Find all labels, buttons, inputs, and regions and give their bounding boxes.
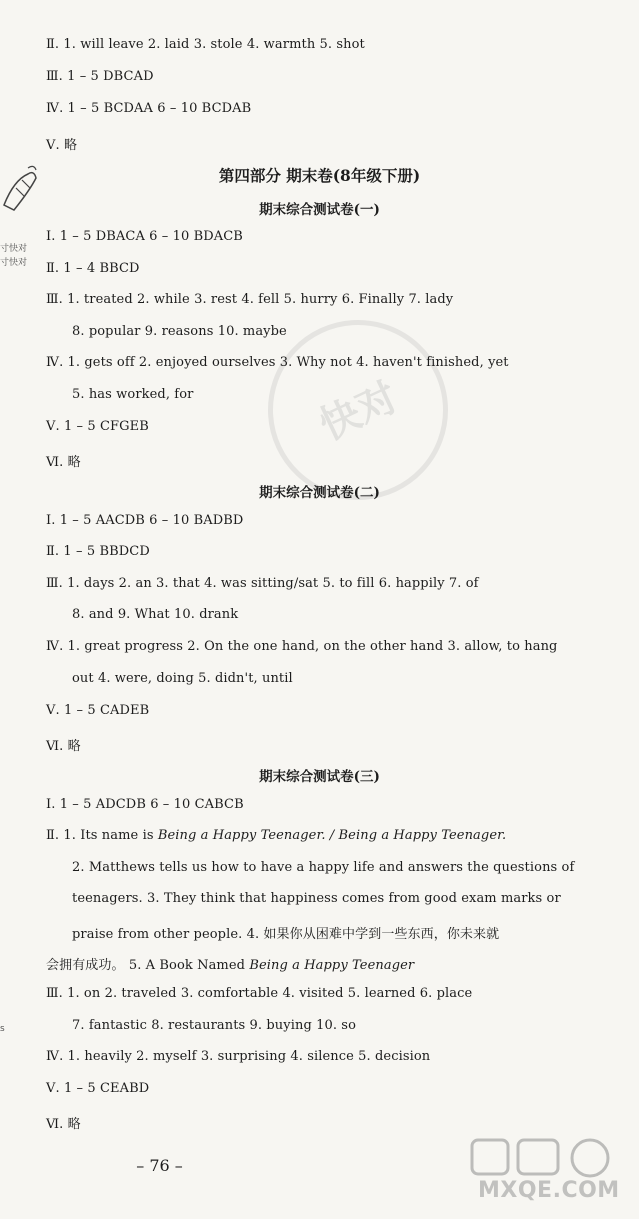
answer-line: 5. has worked, for — [72, 387, 194, 402]
answer-line: Ⅰ. 1 – 5 DBACA 6 – 10 BDACB — [46, 229, 243, 244]
test-heading-3: 期末综合测试卷(三) — [259, 769, 380, 785]
answer-line: Ⅴ. 1 – 5 CADEB — [46, 703, 150, 718]
answer-line: Ⅲ. 1. on 2. traveled 3. comfortable 4. visited 5. learned 6. place — [46, 986, 473, 1001]
part-heading: 第四部分 期末卷(8年级下册) — [218, 166, 421, 185]
answer-line: Ⅰ. 1 – 5 ADCDB 6 – 10 CABCB — [46, 797, 244, 812]
answer-line: Ⅲ. 1. treated 2. while 3. rest 4. fell 5. hurry 6. Finally 7. lady — [46, 292, 454, 307]
answer-line: Ⅳ. 1 – 5 BCDAA 6 – 10 BCDAB — [46, 101, 252, 116]
page-number: – 76 – — [136, 1156, 183, 1175]
answer-line: Ⅳ. 1. great progress 2. On the one hand, on the other hand 3. allow, to hang — [46, 639, 558, 654]
answer-line: Ⅵ. 略 — [46, 739, 81, 754]
answer-line: Ⅴ. 略 — [46, 138, 78, 153]
answer-text: Ⅱ. 1. Its name is — [46, 828, 158, 843]
answer-line: Ⅱ. 1 – 5 BBDCD — [46, 544, 150, 559]
watermark-text: 快对 — [312, 374, 405, 450]
answer-line: praise from other people. 4. 如果你从困难中学到一些东西，你未来就 — [72, 927, 500, 942]
answer-line: Ⅴ. 1 – 5 CFGEB — [46, 419, 149, 434]
answer-line-mixed — [46, 828, 506, 843]
answer-text: 会拥有成功。 5. A Book Named — [46, 958, 250, 973]
answer-line: Ⅱ. 1. will leave 2. laid 3. stole 4. warmth 5. shot — [46, 37, 365, 52]
answer-line: 8. and 9. What 10. drank — [72, 607, 239, 622]
answer-line: teenagers. 3. They think that happiness comes from good exam marks or — [72, 891, 561, 906]
answer-line: Ⅵ. 略 — [46, 455, 81, 470]
answer-line: Ⅱ. 1 – 4 BBCD — [46, 261, 140, 276]
answer-line: Ⅵ. 略 — [46, 1117, 81, 1132]
answer-line: 8. popular 9. reasons 10. maybe — [72, 324, 287, 339]
answer-line: Ⅳ. 1. heavily 2. myself 3. surprising 4. silence 5. decision — [46, 1049, 431, 1064]
test-heading-1: 期末综合测试卷(一) — [259, 202, 380, 218]
answer-line: Ⅲ. 1. days 2. an 3. that 4. was sitting/sat 5. to fill 6. happily 7. of — [46, 576, 479, 591]
answer-line: 2. Matthews tells us how to have a happy life and answers the questions of — [72, 860, 575, 875]
test-heading-2: 期末综合测试卷(二) — [259, 485, 380, 501]
answer-line: 7. fantastic 8. restaurants 9. buying 10. so — [72, 1018, 357, 1033]
answer-line: Ⅲ. 1 – 5 DBCAD — [46, 69, 154, 84]
side-note-3: s — [0, 1024, 5, 1034]
site-text: MXQE.COM — [478, 1178, 620, 1203]
side-note-1: 寸快对 — [0, 244, 28, 254]
answer-circle-logo-icon — [468, 1136, 633, 1180]
side-note-2: 寸快对 — [0, 258, 28, 268]
answer-line-mixed — [46, 954, 414, 973]
answer-line: Ⅳ. 1. gets off 2. enjoyed ourselves 3. Why not 4. haven't finished, yet — [46, 355, 509, 370]
book-title-italic: Being a Happy Teenager. / Being a Happy Teenager. — [157, 828, 507, 843]
mxqe-logo — [468, 1136, 633, 1206]
book-title-italic: Being a Happy Teenager — [249, 958, 415, 973]
answer-line: Ⅴ. 1 – 5 CEABD — [46, 1081, 150, 1096]
answer-line: Ⅰ. 1 – 5 AACDB 6 – 10 BADBD — [46, 513, 244, 528]
answer-line: out 4. were, doing 5. didn't, until — [72, 671, 293, 686]
